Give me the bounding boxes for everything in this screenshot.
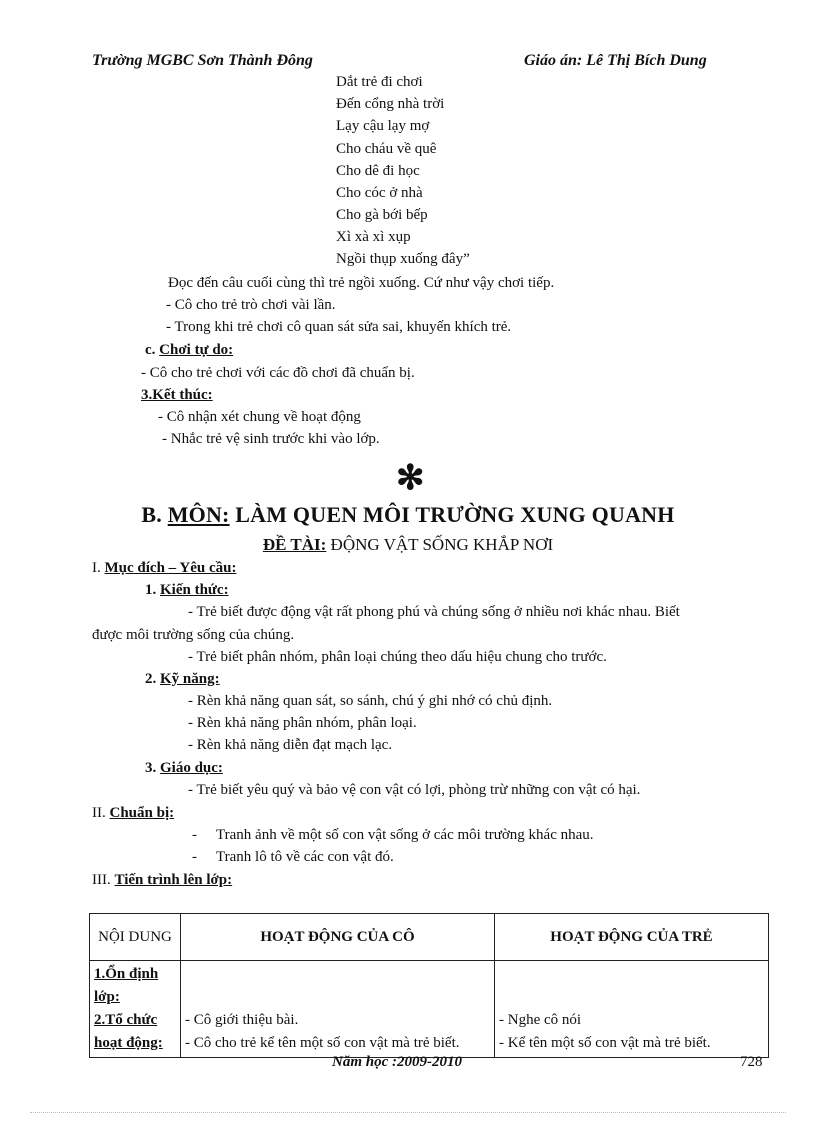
bottom-divider: [30, 1112, 786, 1113]
header-teacher: HOẠT ĐỘNG CỦA CÔ: [181, 914, 495, 961]
child-activity: - Nghe cô nói: [499, 1012, 582, 1028]
subject-prefix: B.: [141, 502, 162, 527]
teacher-name: Giáo án: Lê Thị Bích Dung: [524, 52, 707, 69]
content-step: 1.Ổn định lớp:: [94, 966, 159, 1005]
education-heading: [145, 760, 223, 777]
teacher-activity: - Cô giới thiệu bài.: [185, 1012, 299, 1028]
objectives-prefix: I.: [92, 560, 101, 576]
skills-heading: [145, 671, 220, 688]
skills-item: - Rèn khả năng phân nhóm, phân loại.: [188, 715, 417, 731]
skills-title: Kỹ năng:: [160, 671, 220, 687]
poem-line: Đến cổng nhà trời: [336, 96, 445, 112]
education-num: 3.: [145, 760, 157, 776]
poem-line: Lạy cậu lạy mợ: [336, 118, 430, 134]
school-year: Năm học :2009-2010: [332, 1054, 462, 1070]
poem-line: Cho cháu về quê: [336, 141, 437, 157]
ending-heading: 3.Kết thúc:: [141, 387, 213, 403]
game-note: Đọc đến câu cuối cùng thì trẻ ngồi xuống. Cứ như vậy chơi tiếp.: [168, 275, 555, 291]
child-activity: - Kể tên một số con vật mà trẻ biết.: [499, 1035, 711, 1051]
procedure-heading: [92, 872, 232, 889]
skills-num: 2.: [145, 671, 157, 687]
asterisk-separator: ✻: [396, 460, 425, 497]
poem-line: Xì xà xì xụp: [336, 229, 411, 245]
table-row: [90, 961, 769, 1058]
procedure-prefix: III.: [92, 872, 111, 888]
subject-name: LÀM QUEN MÔI TRƯỜNG XUNG QUANH: [235, 502, 675, 527]
knowledge-line: - Trẻ biết được động vật rất phong phú và chúng sống ở nhiều nơi khác nhau. Biết: [188, 604, 680, 620]
objectives-heading: [92, 560, 236, 577]
procedure-title: Tiến trình lên lớp:: [114, 872, 233, 888]
poem-line: Cho gà bới bếp: [336, 207, 428, 223]
knowledge-heading: [145, 582, 229, 599]
preparation-heading: [92, 805, 174, 822]
teacher-activity: - Cô cho trẻ kể tên một số con vật mà trẻ biết.: [185, 1035, 460, 1051]
ending-item: - Cô nhận xét chung về hoạt động: [158, 409, 361, 425]
header-content: NỘI DUNG: [90, 914, 181, 961]
preparation-title: Chuẩn bị:: [109, 805, 175, 821]
teacher-cell: [181, 961, 495, 1058]
preparation-item: - Tranh lô tô về các con vật đó.: [192, 849, 394, 865]
ending-item: - Nhắc trẻ vệ sinh trước khi vào lớp.: [162, 431, 380, 447]
topic-label: ĐỀ TÀI:: [262, 535, 327, 554]
knowledge-line: - Trẻ biết phân nhóm, phân loại chúng theo dấu hiệu chung cho trước.: [188, 649, 607, 665]
page-number: 728: [740, 1054, 763, 1070]
education-title: Giáo dục:: [160, 760, 223, 776]
game-note: - Trong khi trẻ chơi cô quan sát sửa sai, khuyến khích trẻ.: [166, 319, 512, 335]
lesson-plan-table: [89, 913, 769, 1058]
preparation-text: Tranh ảnh về một số con vật sống ở các môi trường khác nhau.: [216, 827, 594, 843]
objectives-title: Mục đích – Yêu cầu:: [104, 560, 237, 576]
subject-label: MÔN:: [167, 502, 230, 527]
poem-line: Dắt trẻ đi chơi: [336, 74, 423, 90]
school-name: Trường MGBC Sơn Thành Đông: [92, 52, 313, 69]
free-play-heading: [145, 342, 233, 359]
topic-title: [0, 535, 816, 555]
free-play-text: - Cô cho trẻ chơi với các đồ chơi đã chuẩn bị.: [141, 365, 415, 381]
free-play-title: Chơi tự do:: [159, 342, 234, 358]
poem-line: Cho cóc ở nhà: [336, 185, 423, 201]
poem-line: Ngồi thụp xuống đây”: [336, 251, 470, 267]
knowledge-num: 1.: [145, 582, 157, 598]
subject-title: [0, 502, 816, 528]
free-play-prefix: c.: [145, 342, 156, 358]
knowledge-line: được môi trường sống của chúng.: [92, 627, 295, 643]
header-child: HOẠT ĐỘNG CỦA TRẺ: [495, 914, 769, 961]
education-text: - Trẻ biết yêu quý và bảo vệ con vật có lợi, phòng trừ những con vật có hại.: [188, 782, 641, 798]
poem-line: Cho dê đi học: [336, 163, 420, 179]
preparation-text: Tranh lô tô về các con vật đó.: [216, 849, 394, 865]
skills-item: - Rèn khả năng diễn đạt mạch lạc.: [188, 737, 393, 753]
preparation-item: - Tranh ảnh về một số con vật sống ở các môi trường khác nhau.: [192, 827, 594, 843]
content-cell: [90, 961, 181, 1058]
content-step: 2.Tổ chức hoạt động:: [94, 1012, 163, 1051]
knowledge-title: Kiến thức:: [160, 582, 229, 598]
skills-item: - Rèn khả năng quan sát, so sánh, chú ý ghi nhớ có chủ định.: [188, 693, 553, 709]
child-cell: [495, 961, 769, 1058]
table-header-row: [90, 914, 769, 961]
game-note: - Cô cho trẻ trò chơi vài lần.: [166, 297, 336, 313]
topic-name: ĐỘNG VẬT SỐNG KHẮP NƠI: [330, 535, 554, 554]
preparation-prefix: II.: [92, 805, 106, 821]
